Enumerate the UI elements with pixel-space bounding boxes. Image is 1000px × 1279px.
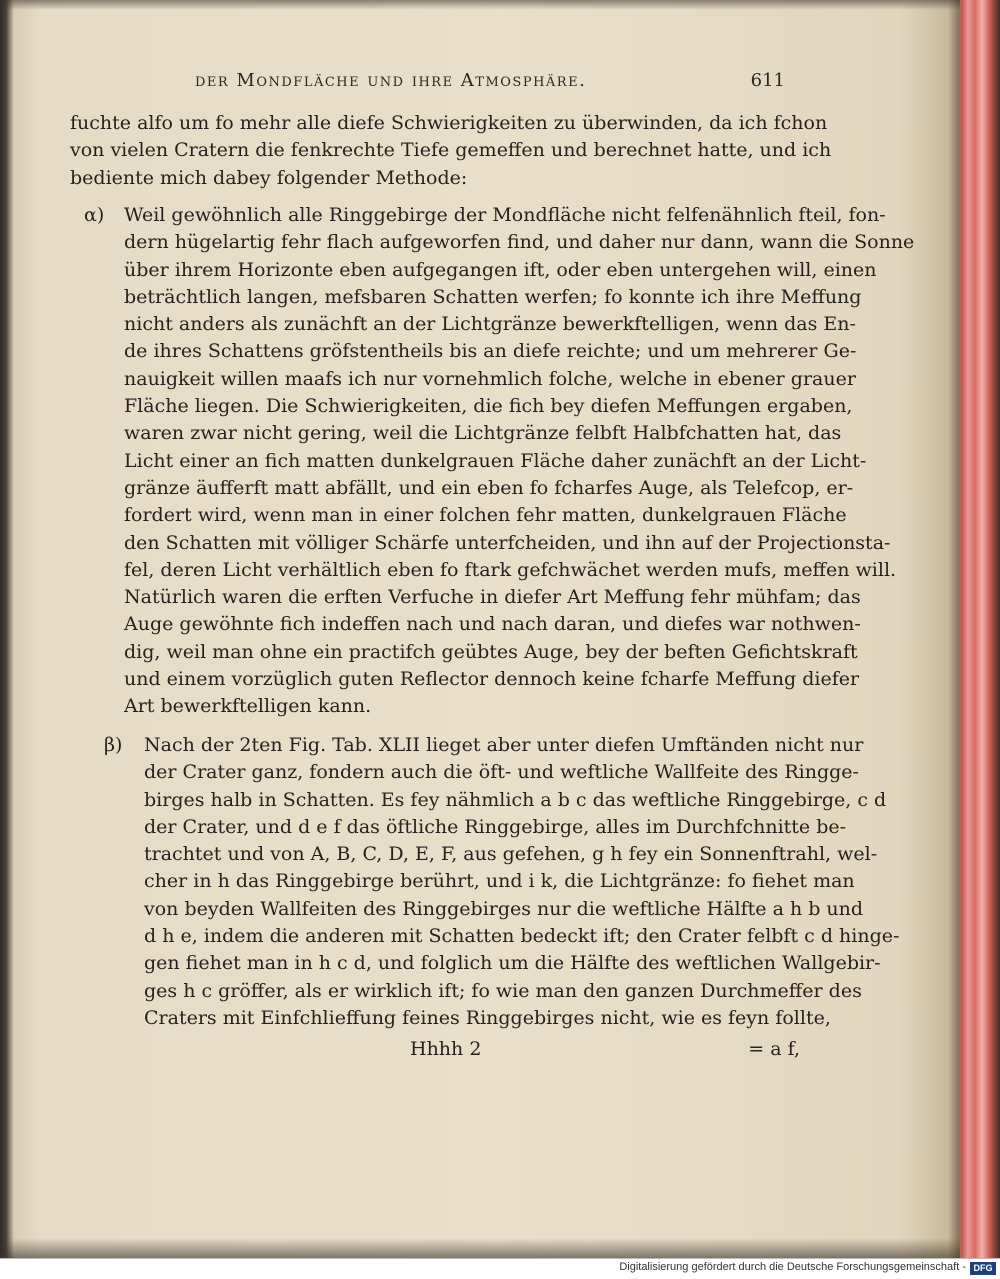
text-line: fel, deren Licht verhältlich eben fo ftark gefchwächet werden mufs, meffen will. (124, 558, 897, 581)
text-line: von beyden Wallfeiten des Ringgebirges nur die weftliche Hälfte a h b und (144, 897, 864, 920)
text-line: dig, weil man ohne ein practifch geübtes Auge, bey der beften Gefichtskraft (124, 640, 858, 663)
text-line: fordert wird, wenn man in einer folchen fehr matten, dunkelgrauen Fläche (124, 504, 847, 527)
text-line: Art bewerkftelligen kann. (124, 695, 372, 718)
text-line: waren zwar nicht gering, weil die Lichtgränze felbft Halbfchatten hat, das (124, 422, 842, 445)
text-line: ges h c gröffer, als er wirklich ift; fo wie man den ganzen Durchmeffer des (144, 979, 862, 1002)
text-line: de ihres Schattens gröfstentheils bis an diefe reichte; und um mehrerer Ge- (124, 340, 857, 363)
signature-mark: Hhhh 2 (410, 1038, 482, 1060)
bottom-shadow (0, 1238, 960, 1258)
text-line-content: Nach der 2ten Fig. Tab. XLII lieget aber unter diefen Umftänden nicht nur (144, 734, 864, 756)
text-line: über ihrem Horizonte eben aufgegangen ift, oder eben untergehen will, einen (124, 258, 877, 281)
text-line: nauigkeit willen maafs ich nur vornehmlich folche, welche in ebener grauer (124, 367, 856, 390)
text-line: Fläche liegen. Die Schwierigkeiten, die fich bey diefen Meffungen ergaben, (124, 395, 853, 418)
intro-paragraph (70, 110, 832, 192)
text-line: Licht einer an fich matten dunkelgrauen Fläche daher zunächft an der Licht- (124, 449, 867, 472)
text-line (84, 202, 886, 229)
text-line: dern hügelartig fehr flach aufgeworfen find, und daher nur dann, wann die Sonne (124, 231, 915, 254)
text-line: gen fiehet man in h c d, und folglich um die Hälfte des weftlichen Wallgebir- (144, 952, 881, 975)
text-line-content: Weil gewöhnlich alle Ringgebirge der Mondfläche nicht felfenähnlich fteil, fon- (124, 204, 886, 226)
text-line: Auge gewöhnte fich indeffen nach und nach daran, und diefes war nothwen- (124, 613, 861, 636)
dfg-credit-text: Digitalisierung gefördert durch die Deutsche Forschungsgemeinschaft - (619, 1261, 966, 1273)
page-number: 611 (750, 70, 785, 91)
text-line: Natürlich waren die erften Verfuche in diefer Art Meffung fehr mühfam; das (124, 586, 861, 609)
text-line: nicht anders als zunächft an der Lichtgränze bewerkftelligen, wenn das En- (124, 313, 856, 336)
text-line: birges halb in Schatten. Es fey nähmlich a b c das weftliche Ringgebirge, c d (144, 788, 887, 811)
running-title: der Mondfläche und ihre Atmosphäre. (195, 70, 587, 91)
page-header (185, 70, 785, 98)
catchword: = a f, (748, 1038, 800, 1060)
text-line: der Crater, und d e f das öftliche Ringgebirge, alles im Durchfchnitte be- (144, 815, 847, 838)
text-line: gränze äufferft matt abfällt, und ein eben fo fcharfes Auge, als Telefcop, er- (124, 476, 854, 499)
text-line: den Schatten mit völliger Schärfe unterfcheiden, und ihn auf der Projectionsta- (124, 531, 891, 554)
dfg-credit-bar (0, 1258, 1000, 1279)
text-line: bediente mich dabey folgender Methode: (70, 166, 468, 189)
text-line: von vielen Cratern die fenkrechte Tiefe gemeffen und berechnet hatte, und ich (70, 139, 832, 162)
text-line: und einem vorzüglich guten Reflector dennoch keine fcharfe Meffung diefer (124, 668, 860, 691)
text-line: d h e, indem die anderen mit Schatten bedeckt ift; den Crater felbft c d hinge- (144, 925, 900, 948)
paragraph-alpha (84, 202, 915, 721)
top-shadow (0, 0, 960, 10)
text-line: der Crater ganz, fondern auch die öft- und weftliche Wallfeite des Ringge- (144, 761, 859, 784)
page-body (70, 110, 915, 1029)
dfg-logo-icon: DFG (970, 1262, 996, 1275)
beta-marker: β) (104, 734, 123, 756)
alpha-marker: α) (84, 204, 105, 226)
text-line: fuchte alfo um fo mehr alle diefe Schwierigkeiten zu überwinden, da ich fchon (70, 112, 828, 134)
paragraph-beta (104, 732, 900, 1032)
text-line (104, 732, 864, 759)
text-line: Craters mit Einfchlieffung feines Ringgebirges nicht, wie es feyn follte, (144, 1006, 831, 1029)
text-line: beträchtlich langen, mefsbaren Schatten werfen; fo konnte ich ihre Meffung (124, 285, 862, 308)
text-line: cher in h das Ringgebirge berührt, und i k, die Lichtgränze: fo fiehet man (144, 870, 855, 893)
text-line: trachtet und von A, B, C, D, E, F, aus gefehen, g h fey ein Sonnenftrahl, wel- (144, 843, 878, 866)
page-footer (70, 1038, 800, 1066)
